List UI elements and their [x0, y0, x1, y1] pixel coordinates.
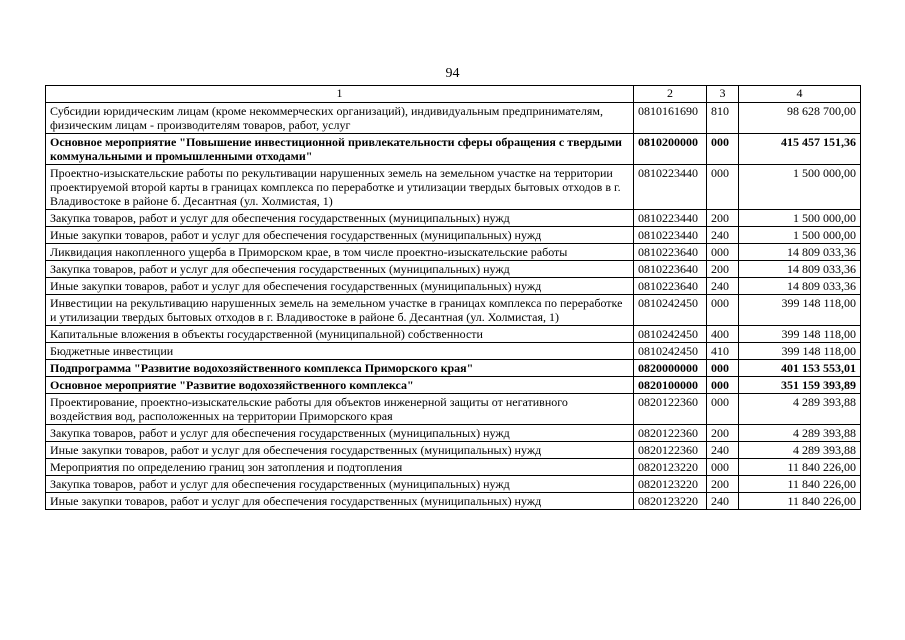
- row-amount: 4 289 393,88: [739, 425, 861, 442]
- row-code: 0820100000: [634, 377, 707, 394]
- row-expense-type: 000: [707, 394, 739, 425]
- column-header-amount: 4: [739, 86, 861, 103]
- row-description: Мероприятия по определению границ зон затопления и подтопления: [46, 459, 634, 476]
- column-header-type: 3: [707, 86, 739, 103]
- row-expense-type: 000: [707, 244, 739, 261]
- column-header-row: [46, 86, 861, 103]
- table-row: [46, 459, 861, 476]
- row-amount: 4 289 393,88: [739, 394, 861, 425]
- row-amount: 399 148 118,00: [739, 343, 861, 360]
- row-amount: 4 289 393,88: [739, 442, 861, 459]
- row-description: Иные закупки товаров, работ и услуг для обеспечения государственных (муниципальных) нужд: [46, 278, 634, 295]
- row-code: 0810223440: [634, 210, 707, 227]
- row-description: Инвестиции на рекультивацию нарушенных земель на земельном участке в границах комплекса по переработке и утилизации твердых бытовых отходов в г. Владивостоке в районе б. Десантная (ул. Холмистая, 1): [46, 295, 634, 326]
- row-expense-type: 240: [707, 227, 739, 244]
- row-expense-type: 240: [707, 442, 739, 459]
- row-amount: 11 840 226,00: [739, 476, 861, 493]
- table-row: [46, 442, 861, 459]
- row-code: 0810242450: [634, 343, 707, 360]
- row-expense-type: 200: [707, 476, 739, 493]
- row-description: Субсидии юридическим лицам (кроме некоммерческих организаций), индивидуальным предпринимателям, физическим лицам - производителям товаров, работ, услуг: [46, 103, 634, 134]
- table-row: [46, 343, 861, 360]
- row-amount: 415 457 151,36: [739, 134, 861, 165]
- table-row: [46, 360, 861, 377]
- row-description: Основное мероприятие "Развитие водохозяйственного комплекса": [46, 377, 634, 394]
- row-amount: 351 159 393,89: [739, 377, 861, 394]
- row-code: 0810223640: [634, 261, 707, 278]
- row-expense-type: 410: [707, 343, 739, 360]
- row-amount: 399 148 118,00: [739, 295, 861, 326]
- row-amount: 14 809 033,36: [739, 278, 861, 295]
- row-amount: 11 840 226,00: [739, 493, 861, 510]
- row-code: 0820123220: [634, 459, 707, 476]
- table-row: [46, 165, 861, 210]
- row-description: Закупка товаров, работ и услуг для обеспечения государственных (муниципальных) нужд: [46, 476, 634, 493]
- row-description: Бюджетные инвестиции: [46, 343, 634, 360]
- row-code: 0810223640: [634, 278, 707, 295]
- row-amount: 98 628 700,00: [739, 103, 861, 134]
- row-code: 0820000000: [634, 360, 707, 377]
- row-expense-type: 240: [707, 278, 739, 295]
- row-code: 0810200000: [634, 134, 707, 165]
- row-description: Иные закупки товаров, работ и услуг для обеспечения государственных (муниципальных) нужд: [46, 493, 634, 510]
- table-row: [46, 227, 861, 244]
- table-row: [46, 326, 861, 343]
- row-description: Закупка товаров, работ и услуг для обеспечения государственных (муниципальных) нужд: [46, 210, 634, 227]
- row-amount: 1 500 000,00: [739, 210, 861, 227]
- row-expense-type: 000: [707, 360, 739, 377]
- row-code: 0820122360: [634, 425, 707, 442]
- page-number: 94: [445, 66, 460, 81]
- table-row: [46, 244, 861, 261]
- row-expense-type: 000: [707, 134, 739, 165]
- row-code: 0810242450: [634, 326, 707, 343]
- budget-table-body: [46, 86, 861, 510]
- row-expense-type: 000: [707, 377, 739, 394]
- row-expense-type: 810: [707, 103, 739, 134]
- table-row: [46, 425, 861, 442]
- row-expense-type: 000: [707, 295, 739, 326]
- row-description: Основное мероприятие "Повышение инвестиционной привлекательности сферы обращения с твердыми коммунальными и промышленными отходами": [46, 134, 634, 165]
- row-code: 0820123220: [634, 493, 707, 510]
- column-header-code: 2: [634, 86, 707, 103]
- row-expense-type: 000: [707, 165, 739, 210]
- row-amount: 14 809 033,36: [739, 261, 861, 278]
- row-description: Капитальные вложения в объекты государственной (муниципальной) собственности: [46, 326, 634, 343]
- table-row: [46, 261, 861, 278]
- budget-table: [45, 85, 861, 510]
- row-amount: 1 500 000,00: [739, 227, 861, 244]
- row-description: Закупка товаров, работ и услуг для обеспечения государственных (муниципальных) нужд: [46, 261, 634, 278]
- row-description: Проектирование, проектно-изыскательские работы для объектов инженерной защиты от негативного воздействия вод, расположенных на территории Приморского края: [46, 394, 634, 425]
- row-description: Иные закупки товаров, работ и услуг для обеспечения государственных (муниципальных) нужд: [46, 227, 634, 244]
- table-row: [46, 295, 861, 326]
- table-row: [46, 493, 861, 510]
- row-expense-type: 400: [707, 326, 739, 343]
- table-row: [46, 394, 861, 425]
- table-row: [46, 476, 861, 493]
- row-code: 0820122360: [634, 442, 707, 459]
- row-description: Ликвидация накопленного ущерба в Приморском крае, в том числе проектно-изыскательские работы: [46, 244, 634, 261]
- row-amount: 14 809 033,36: [739, 244, 861, 261]
- table-row: [46, 210, 861, 227]
- row-description: Проектно-изыскательские работы по рекультивации нарушенных земель на земельном участке на территории проектируемой второй карты в границах комплекса по переработке и утилизации твердых бытовых отходов в г. Владивостоке в районе б. Десантная (ул. Холмистая, 1): [46, 165, 634, 210]
- table-row: [46, 377, 861, 394]
- row-code: 0820123220: [634, 476, 707, 493]
- row-code: 0810161690: [634, 103, 707, 134]
- row-expense-type: 200: [707, 261, 739, 278]
- row-description: Иные закупки товаров, работ и услуг для обеспечения государственных (муниципальных) нужд: [46, 442, 634, 459]
- row-expense-type: 240: [707, 493, 739, 510]
- row-expense-type: 200: [707, 210, 739, 227]
- table-row: [46, 103, 861, 134]
- row-amount: 11 840 226,00: [739, 459, 861, 476]
- row-expense-type: 200: [707, 425, 739, 442]
- table-row: [46, 278, 861, 295]
- table-row: [46, 134, 861, 165]
- row-description: Закупка товаров, работ и услуг для обеспечения государственных (муниципальных) нужд: [46, 425, 634, 442]
- row-code: 0810223440: [634, 227, 707, 244]
- row-description: Подпрограмма "Развитие водохозяйственного комплекса Приморского края": [46, 360, 634, 377]
- row-amount: 399 148 118,00: [739, 326, 861, 343]
- column-header-description: 1: [46, 86, 634, 103]
- row-code: 0810242450: [634, 295, 707, 326]
- row-amount: 401 153 553,01: [739, 360, 861, 377]
- row-code: 0810223440: [634, 165, 707, 210]
- row-code: 0820122360: [634, 394, 707, 425]
- row-expense-type: 000: [707, 459, 739, 476]
- row-code: 0810223640: [634, 244, 707, 261]
- row-amount: 1 500 000,00: [739, 165, 861, 210]
